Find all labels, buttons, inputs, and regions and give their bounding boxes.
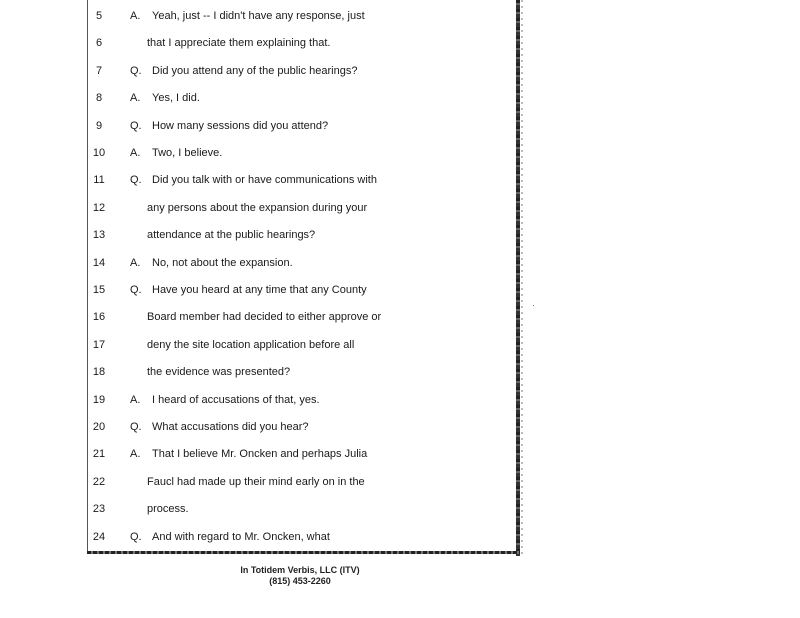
footer-company: In Totidem Verbis, LLC (ITV) [240,565,360,575]
line-text: Yes, I did. [152,92,200,105]
transcript-line [0,117,515,135]
transcript-line [0,62,515,80]
speaker-label: A. [130,92,141,105]
transcript-line [0,473,515,491]
line-text: I heard of accusations of that, yes. [152,393,320,406]
line-number: 12 [92,201,106,214]
line-text: deny the site location application before all [147,338,355,351]
line-number: 14 [92,256,106,269]
line-number: 19 [92,393,106,406]
line-number: 8 [95,92,103,105]
line-text: Board member had decided to either approve or [147,311,382,324]
transcript-line [0,336,515,354]
line-text: That I believe Mr. Oncken and perhaps Julia [152,448,368,461]
transcript-line [0,363,515,381]
speaker-label: Q. [130,530,142,543]
line-text: How many sessions did you attend? [152,119,329,132]
scan-speck [533,305,534,306]
line-text: And with regard to Mr. Oncken, what [152,530,330,543]
transcript-line [0,171,515,189]
transcript-line [0,500,515,518]
speaker-label: Q. [130,174,142,187]
transcript-line [0,89,515,107]
line-text: the evidence was presented? [147,366,291,379]
line-number: 9 [95,119,103,132]
transcript-line [0,445,515,463]
right-margin-shadow [521,0,523,556]
transcript-line [0,144,515,162]
line-number: 17 [92,338,106,351]
speaker-label: Q. [130,64,142,77]
transcript-line [0,226,515,244]
footer-phone: (815) 453-2260 [269,576,331,586]
line-text: What accusations did you hear? [152,421,309,433]
line-number: 13 [92,229,106,242]
transcript-line [0,418,515,436]
transcript-line [0,281,515,299]
line-text: No, not about the expansion. [152,256,293,269]
line-number: 24 [92,530,106,543]
line-number: 7 [95,64,103,77]
speaker-label: A. [130,256,141,269]
transcript-line [0,254,515,272]
right-margin-rule [516,0,520,556]
line-number: 5 [95,10,103,22]
line-text: Have you heard at any time that any County [152,284,367,296]
line-text: Two, I believe. [152,147,223,159]
speaker-label: A. [130,393,141,406]
line-number: 20 [92,421,106,433]
line-text: Did you attend any of the public hearings? [152,64,358,77]
line-number: 23 [92,503,106,516]
transcript-line [0,528,515,546]
transcript-line [0,7,515,25]
line-text: any persons about the expansion during your [147,201,368,214]
line-number: 11 [93,174,105,187]
line-number: 22 [92,475,106,488]
line-text: attendance at the public hearings? [147,229,316,242]
line-number: 18 [92,366,106,379]
line-text: that I appreciate them explaining that. [147,37,331,50]
line-text: Did you talk with or have communications with [152,174,377,187]
transcript-line [0,308,515,326]
line-number: 6 [95,37,103,50]
speaker-label: A. [130,10,141,22]
transcript-line [0,199,515,217]
line-number: 16 [92,311,106,324]
speaker-label: A. [130,448,141,461]
transcript-line [0,34,515,52]
bottom-rule [87,551,520,554]
line-number: 15 [92,284,106,296]
speaker-label: Q. [130,119,142,132]
speaker-label: A. [130,147,141,159]
line-text: Yeah, just -- I didn't have any response, just [152,10,365,22]
left-margin-rule [87,0,88,553]
speaker-label: Q. [130,421,142,433]
line-text: Faucl had made up their mind early on in the [147,475,365,488]
transcript-line [0,391,515,409]
line-number: 10 [92,147,106,159]
line-number: 21 [92,448,106,461]
line-text: process. [147,503,189,516]
speaker-label: Q. [130,284,142,296]
